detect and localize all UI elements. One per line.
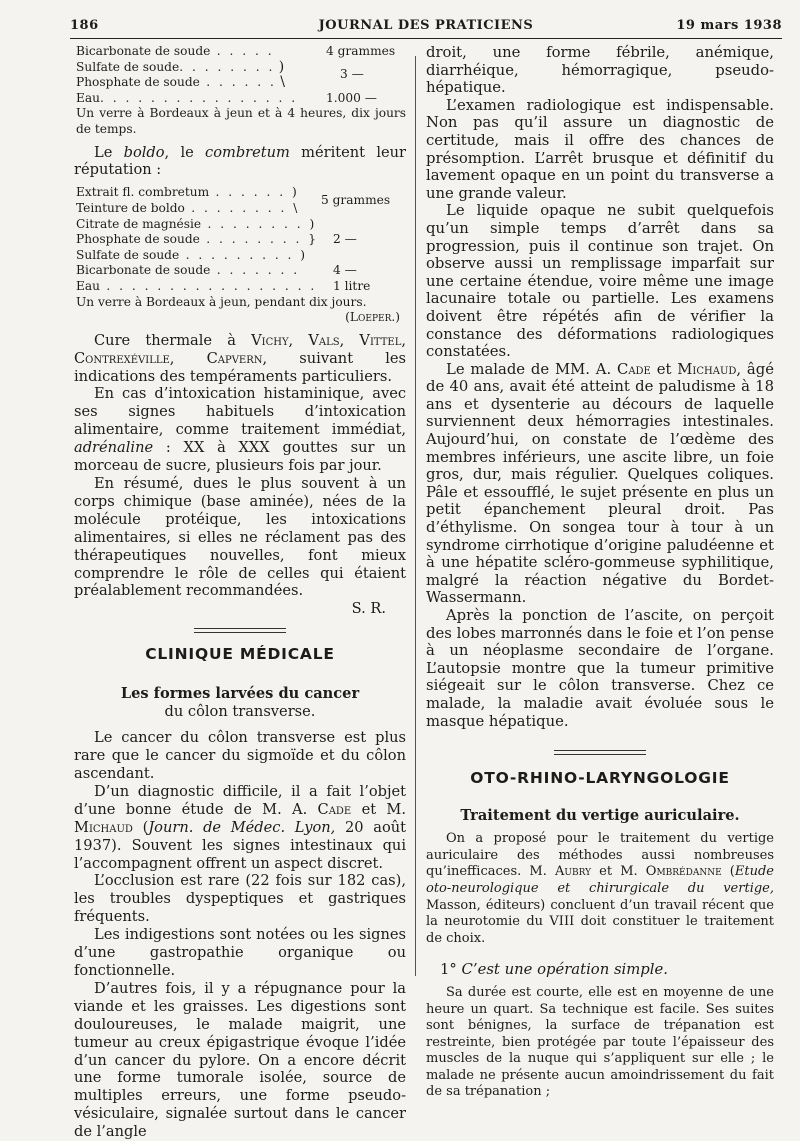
- left-column: [74, 44, 406, 1141]
- formula-row: Extrait fl. combretum . . . . . . ) 5 grammes: [76, 185, 391, 208]
- article-paragraph: L’occlusion est rare (22 fois sur 182 cas), les troubles dyspeptiques et gastriques fréquents.: [74, 872, 406, 926]
- article-paragraph: Le malade de MM. A. Cade et Michaud, âgé de 40 ans, avait été atteint de paludisme à 18 ans et dysenterie au décours de laquelle surviennent deux hémorragies intestinales. Aujourd’hui, on constate de l’œdème des membres inférieurs, une ascite libre, un foie gros, dur, mais régulier. Quelques coliques. Pâle et essoufflé, le sujet présente en plus un petit épanchement pleural droit. Pas d’éthylisme. On songea tour à tour à un syndrome cirrhotique d’origine paludéenne et à une hépatite scléro-gommeuse syphilitique, malgré la réaction négative du Bordet-Wassermann.: [426, 360, 774, 607]
- signature: S. R.: [351, 600, 386, 618]
- page-header: [70, 14, 782, 36]
- journal-title: JOURNAL DES PRATICIENS: [318, 18, 534, 33]
- boldo-intro: Le boldo, le combretum méritent leur réputation :: [74, 143, 406, 179]
- formula-row: Citrate de magnésie . . . . . . . . ) 2 —: [76, 216, 357, 247]
- formula-table-2: [76, 185, 390, 294]
- section-title-clinique: CLINIQUE MÉDICALE: [145, 645, 335, 664]
- page-number: 186: [70, 18, 99, 33]
- header-rule: [70, 38, 782, 39]
- formula-row: Eau. . . . . . . . . . . . . . . . 1.000 —: [76, 90, 377, 105]
- formula-row: Sulfate de soude . . . . . . . . . ): [76, 247, 308, 262]
- column-divider: [415, 56, 416, 976]
- section-separator: [194, 628, 286, 633]
- article-paragraph: droit, une forme fébrile, anémique, diarrhéique, hémorragique, pseudo-hépatique.: [426, 44, 774, 97]
- formula-row: Phosphate de soude . . . . . . . . }: [76, 232, 319, 247]
- formula-note-1: Un verre à Bordeaux à jeun et à 4 heures, dix jours de temps.: [76, 106, 406, 136]
- article-title-line2: du côlon transverse.: [164, 703, 316, 721]
- right-column: [426, 44, 774, 1101]
- subheading: 1° C’est une opération simple.: [440, 961, 668, 979]
- cure-paragraph: Cure thermale à Vichy, Vals, Vittel, Contrexéville, Capvern, suivant les indications des tempéraments particuliers.: [74, 331, 407, 385]
- article-title: Traitement du vertige auriculaire.: [460, 807, 740, 825]
- article-paragraph: D’autres fois, il y a répugnance pour la viande et les graisses. Les digestions sont douloureuses, le malade maigrit, une tumeur au creux épigastrique évoque l’idée d’un cancer du pylore. On a encore décrit une forme tumorale isolée, source de multiples erreurs, une forme pseudo-vésiculaire, signalée surtout dans le cancer de l’angle: [74, 979, 406, 1141]
- article-paragraph: Sa durée est courte, elle est en moyenne de une heure un quart. Sa technique est facile. Ses suites sont bénignes, la surface de trépanation est restreinte, bien protégée par toute l’épaisseur des muscles de la nuque qui s’appliquent sur elle ; le malade ne présente aucun amoindrissement du fait de sa trépanation ;: [426, 984, 774, 1100]
- article-paragraph: Le cancer du côlon transverse est plus rare que le cancer du sigmoïde et du côlon ascendant.: [74, 729, 406, 783]
- formula-row: Bicarbonate de soude . . . . . 4 grammes: [76, 44, 396, 58]
- formula-row: Bicarbonate de soude . . . . . . . 4 —: [76, 263, 357, 278]
- article-paragraph: On a proposé pour le traitement du vertige auriculaire des méthodes aussi nombreuses qu’inefficaces. M. Aubry et M. Ombrédanne (Etude oto-neurologique et chirurgicale du vertige, Masson, éditeurs) concluent d’un travail récent que la neurotomie du VIII doit constituer le traitement de choix.: [426, 831, 774, 946]
- article-paragraph: L’examen radiologique est indispensable. Non pas qu’il assure un diagnostic de certitude, mais il offre des chances de présomption. L’arrêt brusque et définitif du lavement opaque en un point du transverse a une grande valeur.: [426, 96, 774, 202]
- section-separator: [554, 750, 646, 755]
- histamine-paragraph: En cas d’intoxication histaminique, avec ses signes habituels d’intoxication alimentaire, comme traitement immédiat, adrénaline : XX à XXX gouttes sur un morceau de sucre, plusieurs fois par jour.: [74, 385, 406, 475]
- formula-table-1: [76, 44, 395, 106]
- article-title-line1: Les formes larvées du cancer: [120, 685, 360, 703]
- article-paragraph: Les indigestions sont notées ou les signes d’une gastropathie organique ou fonctionnelle.: [74, 926, 406, 979]
- summary-paragraph: En résumé, dues le plus souvent à un corps chimique (base aminée), nées de la molécule protéique, les intoxications alimentaires, si elles ne réclament pas des thérapeutiques nouvelles, font mieux comprendre le rôle de celles qui étaient préalablement recommandées.: [74, 474, 406, 600]
- section-title-orl: OTO-RHINO-LARYNGOLOGIE: [470, 769, 730, 788]
- formula-row: Teinture de boldo . . . . . . . . \: [76, 200, 300, 215]
- formula-row: Eau . . . . . . . . . . . . . . . . . 1 litre: [76, 278, 371, 293]
- article-paragraph: Après la ponction de l’ascite, on perçoit des lobes marronnés dans le foie et l’on pense à un néoplasme secondaire de l’organe. L’autopsie montre que la tumeur primitive siégeait sur le côlon transverse. Chez ce malade, la maladie avait évoluée sous le masque hépatique.: [426, 607, 774, 730]
- article-paragraph: Le liquide opaque ne subit quelquefois qu’un simple temps d’arrêt dans sa progression, puis il continue son trajet. On observe aussi un remplissage imparfait sur une certaine étendue, voire même une image lacunaire totale ou partielle. Les examens doivent être répétés afin de vérifier la constance des déformations radiologiques constatées.: [426, 202, 774, 361]
- formula-note-2: Un verre à Bordeaux à jeun, pendant dix jours.: [76, 294, 367, 309]
- formula-author: (Loeper.): [345, 310, 400, 325]
- issue-date: 19 mars 1938: [676, 18, 782, 33]
- article-paragraph: D’un diagnostic difficile, il a fait l’objet d’une bonne étude de M. A. Cade et M. Michaud (Journ. de Médec. Lyon, 20 août 1937). Souvent les signes intestinaux qui l’accompagnent offrent un aspect discret.: [74, 782, 406, 872]
- formula-row: Sulfate de soude. . . . . . . . ) 3 —: [76, 58, 364, 82]
- formula-row: Phosphate de soude . . . . . . \: [76, 74, 285, 91]
